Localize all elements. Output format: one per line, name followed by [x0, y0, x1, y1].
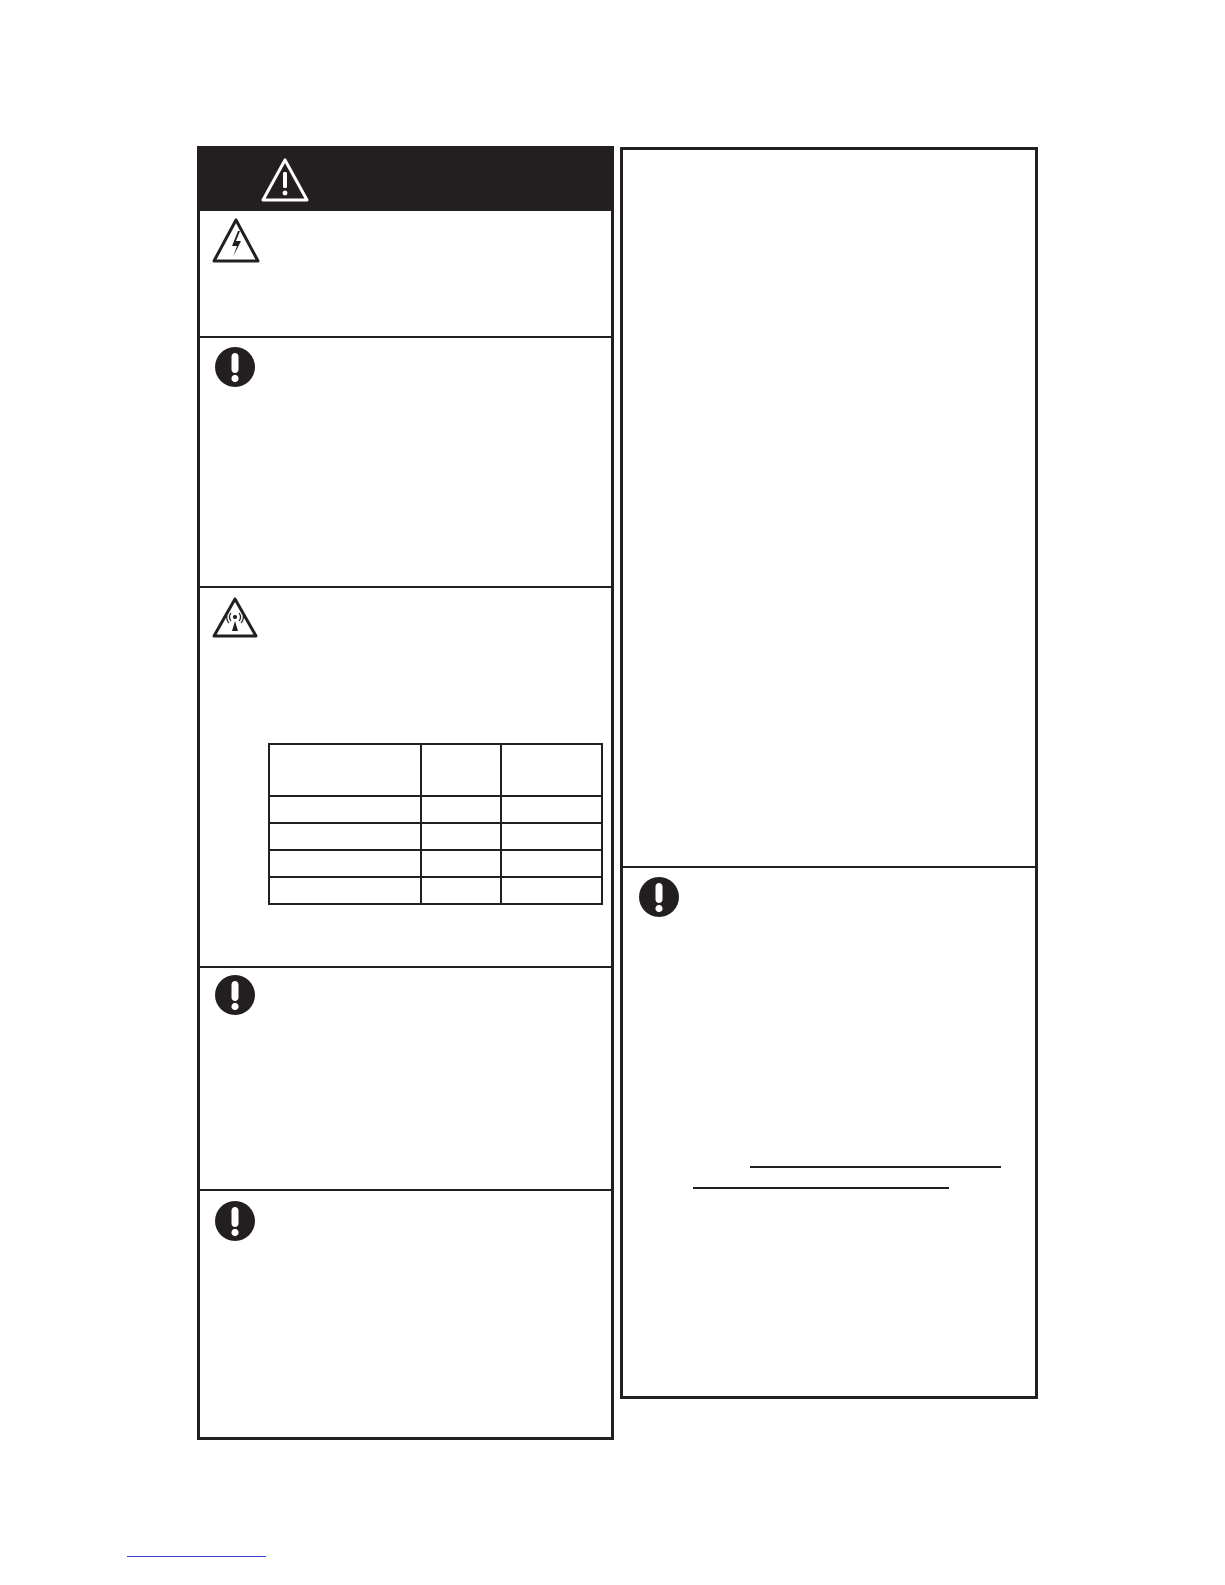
section-divider — [623, 866, 1035, 868]
table-row — [269, 877, 602, 904]
underline-rule — [750, 1166, 1001, 1168]
warning-triangle-icon — [260, 157, 310, 203]
section-divider — [200, 966, 611, 968]
rf-distance-table — [268, 743, 603, 905]
table-row — [269, 796, 602, 823]
underline-rule — [693, 1187, 949, 1189]
mandatory-action-icon — [214, 346, 256, 388]
table-row — [269, 850, 602, 877]
mandatory-action-icon — [638, 876, 680, 918]
section-divider — [200, 1189, 611, 1191]
electric-shock-icon — [211, 217, 261, 265]
link-underline[interactable] — [127, 1556, 266, 1557]
table-header-cell — [421, 744, 501, 796]
mandatory-action-icon — [214, 1200, 256, 1242]
mandatory-action-icon — [214, 974, 256, 1016]
table-header-cell — [269, 744, 421, 796]
table-row — [269, 823, 602, 850]
section-divider — [200, 336, 611, 338]
caution-panel — [620, 147, 1038, 1399]
warning-panel — [197, 146, 614, 1440]
warning-header-bar — [200, 149, 611, 211]
radio-frequency-hazard-icon — [211, 596, 259, 640]
table-header-cell — [501, 744, 602, 796]
section-divider — [200, 586, 611, 588]
